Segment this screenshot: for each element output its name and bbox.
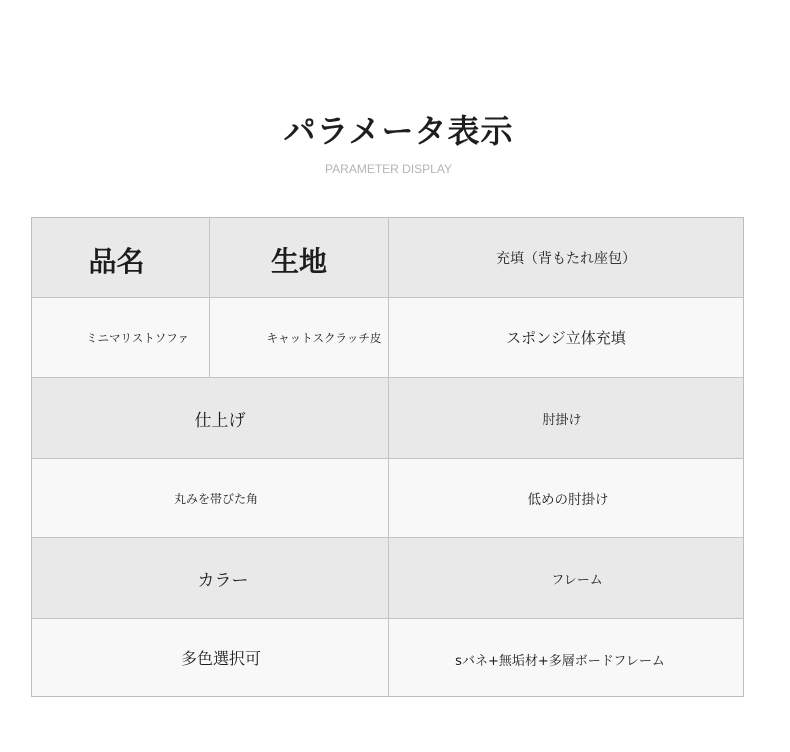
table-cell xyxy=(32,298,210,377)
table-cell xyxy=(389,538,743,618)
cell-label-frame: フレーム xyxy=(551,572,603,588)
cell-value-color: 多色選択可 xyxy=(180,649,261,668)
page-title: パラメータ表示 xyxy=(283,112,514,150)
cell-label-fabric: 生地 xyxy=(270,244,327,278)
table-cell xyxy=(389,298,743,377)
table-row xyxy=(32,538,743,619)
table-cell xyxy=(32,218,210,297)
cell-value-frame: sバネ+無垢材+多層ボードフレーム xyxy=(455,654,665,669)
cell-value-product-name: ミニマリストソファ xyxy=(85,330,190,345)
cell-value-filling: スポンジ立体充填 xyxy=(506,329,626,347)
table-cell xyxy=(389,459,743,537)
cell-label-filling: 充填（背もたれ座包） xyxy=(496,250,636,267)
page-subtitle: PARAMETER DISPLAY xyxy=(325,162,452,176)
cell-value-armrest: 低めの肘掛け xyxy=(527,492,609,508)
table-cell xyxy=(32,619,389,696)
cell-value-fabric: キャットスクラッチ皮 xyxy=(266,330,382,345)
cell-label-finish: 仕上げ xyxy=(194,410,246,431)
cell-label-product-name: 品名 xyxy=(88,244,145,278)
table-cell xyxy=(389,218,743,297)
table-cell xyxy=(389,378,743,458)
table-cell xyxy=(32,459,389,537)
table-cell xyxy=(210,218,389,297)
cell-label-color: カラー xyxy=(197,570,249,591)
table-row xyxy=(32,218,743,298)
table-row xyxy=(32,378,743,459)
table-row xyxy=(32,298,743,378)
cell-value-finish: 丸みを帯びた角 xyxy=(173,491,258,506)
table-row xyxy=(32,459,743,538)
table-cell xyxy=(32,538,389,618)
table-cell xyxy=(210,298,389,377)
parameter-table xyxy=(31,217,744,697)
table-cell xyxy=(32,378,389,458)
table-row xyxy=(32,619,743,696)
cell-label-armrest: 肘掛け xyxy=(542,412,582,428)
table-cell xyxy=(389,619,743,696)
